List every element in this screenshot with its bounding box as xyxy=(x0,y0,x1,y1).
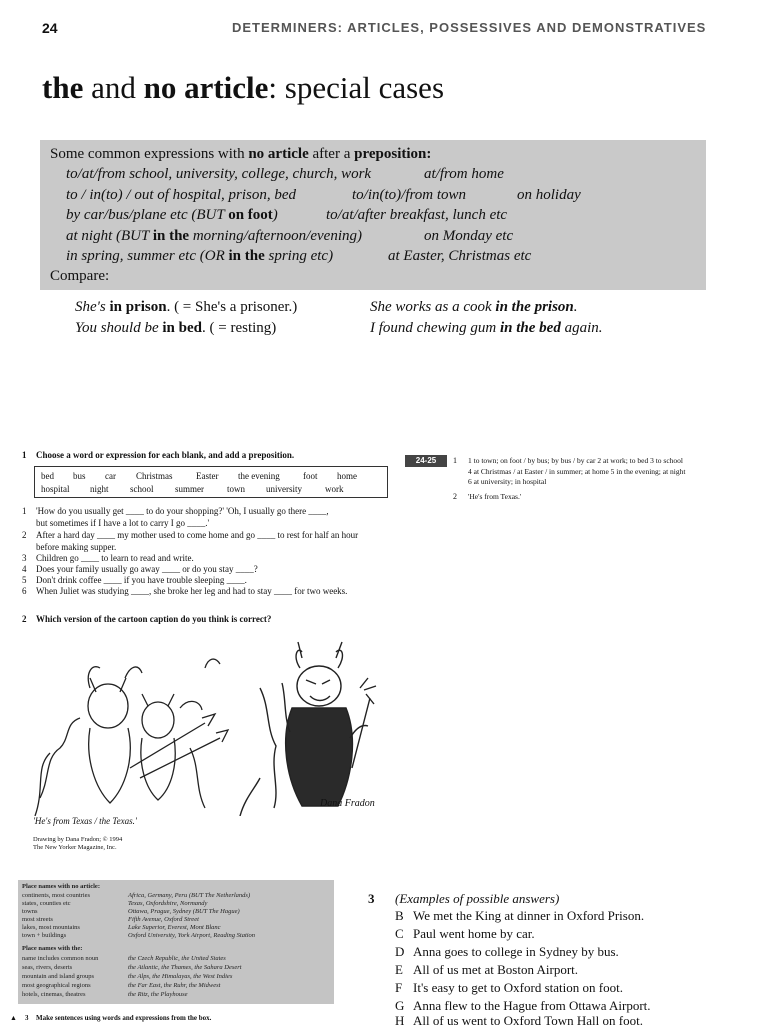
answer-text: All of us met at Boston Airport. xyxy=(413,962,579,977)
answer-text: All of us went to Oxford Town Hall on foot. xyxy=(413,1013,643,1028)
ex2-number: 2 xyxy=(22,614,27,624)
place-right: the Ritz, the Playhouse xyxy=(128,991,188,998)
cartoon-illustration xyxy=(30,628,380,816)
answer-text: Anna flew to the Hague from Ottawa Airport. xyxy=(413,998,651,1013)
box-intro-b: no article xyxy=(248,146,309,162)
place-heading-1: Place names with no article: xyxy=(22,883,100,890)
answer-key-tag: 24-25 xyxy=(405,455,447,467)
word: night xyxy=(90,484,109,494)
place-right: Africa, Germany, Peru (BUT The Netherlands) xyxy=(128,892,251,899)
word-box xyxy=(34,466,388,498)
box-row-3a: by car/bus/plane etc (BUT on foot) xyxy=(66,207,278,223)
ex1-item: but sometimes if I have a lot to carry I go ____.' xyxy=(36,518,210,528)
cartoon-caption: 'He's from Texas / the Texas.' xyxy=(33,816,137,826)
answer-text: Anna goes to college in Sydney by bus. xyxy=(413,944,619,959)
answer-letter: G xyxy=(395,998,405,1013)
ex1-number: 1 xyxy=(22,450,27,460)
answer-text: Paul went home by car. xyxy=(413,926,535,941)
ex1-item: Does your family usually go away ____ or do you stay ____? xyxy=(36,564,258,574)
box-row-5b: at Easter, Christmas etc xyxy=(388,248,532,264)
key-line-2: 4 at Christmas / at Easter / in summer; at home 5 in the evening; at night xyxy=(468,467,686,476)
word: foot xyxy=(303,471,318,481)
ex1-instruction: Choose a word or expression for each blank, and add a preposition. xyxy=(36,450,295,460)
compare-left-2: You should be in bed. ( = resting) xyxy=(75,320,277,336)
compare-right-1: She works as a cook in the prison. xyxy=(370,299,578,315)
ex2-instruction: Which version of the cartoon caption do you think is correct? xyxy=(36,614,272,624)
word: hospital xyxy=(41,484,70,494)
ex3-number: 3 xyxy=(25,1014,29,1022)
place-right: Texas, Oxfordshire, Normandy xyxy=(128,900,208,907)
answer-letter: B xyxy=(395,908,404,923)
place-right: the Czech Republic, the United States xyxy=(128,955,226,962)
box-row-5a: in spring, summer etc (OR in the spring etc) xyxy=(66,248,334,264)
word: university xyxy=(266,484,302,494)
ex1-item: Children go ____ to learn to read and write. xyxy=(36,553,194,563)
word: town xyxy=(227,484,245,494)
ex1-item: 'How do you usually get ____ to do your shopping?' 'Oh, I usually go there ____, xyxy=(36,506,329,516)
place-right: Fifth Avenue, Oxford Street xyxy=(128,916,199,923)
place-left: name includes common noun xyxy=(22,955,99,962)
box-intro-d: preposition: xyxy=(354,146,432,162)
page-number: 24 xyxy=(42,20,58,36)
key-line-1: 1 to town; on foot / by bus; by bus / by car 2 at work; to bed 3 to school xyxy=(468,456,683,465)
answer-text: It's easy to get to Oxford station on foot. xyxy=(413,980,623,995)
cartoon-signature: Dana Fradon xyxy=(320,798,375,809)
place-left: hotels, cinemas, theatres xyxy=(22,991,86,998)
key-number-1: 1 xyxy=(453,456,457,465)
answers3-heading: (Examples of possible answers) xyxy=(395,891,560,906)
key-number-2: 2 xyxy=(453,492,457,501)
word: school xyxy=(130,484,154,494)
ex1-item: before making supper. xyxy=(36,542,117,552)
box-compare: Compare: xyxy=(50,268,110,284)
title-and: and xyxy=(83,70,144,105)
word: Easter xyxy=(196,471,219,481)
word: bus xyxy=(73,471,86,481)
box-intro-c: after a xyxy=(308,146,355,162)
title-the: the xyxy=(42,70,84,105)
page-title xyxy=(42,70,444,106)
place-left: seas, rivers, deserts xyxy=(22,964,73,971)
place-names-box xyxy=(18,880,334,1004)
ex1-item: Don't drink coffee ____ if you have trouble sleeping ____. xyxy=(36,575,247,585)
place-right: Lake Superior, Everest, Mont Blanc xyxy=(128,924,221,931)
running-head: DETERMINERS: ARTICLES, POSSESSIVES AND DEMONSTRATIVES xyxy=(232,20,707,35)
place-left: mountain and island groups xyxy=(22,973,95,980)
place-right: Ottawa, Prague, Sydney (BUT The Hague) xyxy=(128,908,240,915)
word: home xyxy=(337,471,357,481)
box-row-2b: to/in(to)/from town xyxy=(352,187,467,203)
box-intro-a: Some common expressions with xyxy=(50,146,249,162)
word: car xyxy=(105,471,116,481)
place-left: lakes, most mountains xyxy=(22,924,80,931)
ex1-item: After a hard day ____ my mother used to come home and go ____ to rest for half an hour xyxy=(36,530,359,540)
ex1-item-number: 3 xyxy=(22,553,27,563)
answer-letter: E xyxy=(395,962,403,977)
place-left: most streets xyxy=(22,916,53,923)
compare-left-1: She's in prison. ( = She's a prisoner.) xyxy=(75,299,298,315)
place-right: Oxford University, York Airport, Reading Station xyxy=(128,932,256,939)
place-left: town + buildings xyxy=(22,932,67,939)
rule-box xyxy=(40,140,706,290)
answers3-number: 3 xyxy=(368,891,375,906)
word: work xyxy=(325,484,344,494)
ex1-item-number: 4 xyxy=(22,564,27,574)
ex1-item-number: 1 xyxy=(22,506,27,516)
ex3-instruction: Make sentences using words and expressions from the box. xyxy=(36,1014,212,1022)
place-left: states, counties etc xyxy=(22,900,71,907)
ex1-item-number: 2 xyxy=(22,530,27,540)
ex3-marker: ▲ xyxy=(10,1014,17,1022)
box-row-1a: to/at/from school, university, college, church, work xyxy=(66,166,372,182)
key-line-3: 6 at university; in hospital xyxy=(468,477,547,486)
answer-letter: D xyxy=(395,944,405,959)
ex1-item-number: 5 xyxy=(22,575,27,585)
place-heading-2: Place names with the: xyxy=(22,945,83,952)
box-row-2a: to / in(to) / out of hospital, prison, bed xyxy=(66,187,297,203)
word: summer xyxy=(175,484,204,494)
cartoon-credit-2: The New Yorker Magazine, Inc. xyxy=(33,844,117,851)
answer-letter: F xyxy=(395,980,403,995)
box-row-4a: at night (BUT in the morning/afternoon/evening) xyxy=(66,228,362,244)
box-intro xyxy=(50,146,431,163)
key-line-4: 'He's from Texas.' xyxy=(468,492,522,501)
word: bed xyxy=(41,471,54,481)
answer-letter: C xyxy=(395,926,404,941)
place-right: the Alps, the Himalayas, the West Indies xyxy=(128,973,233,980)
place-left: most geographical regions xyxy=(22,982,91,989)
box-row-4b: on Monday etc xyxy=(424,228,514,244)
box-row-1b: at/from home xyxy=(424,166,504,182)
box-row-2c: on holiday xyxy=(517,187,581,203)
place-right: the Atlantic, the Thames, the Sahara Desert xyxy=(128,964,242,971)
place-right: the Far East, the Ruhr, the Midwest xyxy=(128,982,221,989)
title-no-article: no article xyxy=(143,70,269,105)
ex1-item: When Juliet was studying ____, she broke her leg and had to stay ____ for two weeks. xyxy=(36,586,348,596)
compare-right-2: I found chewing gum in the bed again. xyxy=(370,320,603,336)
title-rest: : special cases xyxy=(268,70,445,105)
answer-letter: H xyxy=(395,1013,405,1028)
ex1-item-number: 6 xyxy=(22,586,27,596)
cartoon-credit-1: Drawing by Dana Fradon; © 1994 xyxy=(33,836,123,843)
place-left: towns xyxy=(22,908,38,915)
word: Christmas xyxy=(136,471,173,481)
box-row-3b: to/at/after breakfast, lunch etc xyxy=(326,207,508,223)
place-left: continents, most countries xyxy=(22,892,91,899)
word: the evening xyxy=(238,471,280,481)
answer-text: We met the King at dinner in Oxford Prison. xyxy=(413,908,645,923)
